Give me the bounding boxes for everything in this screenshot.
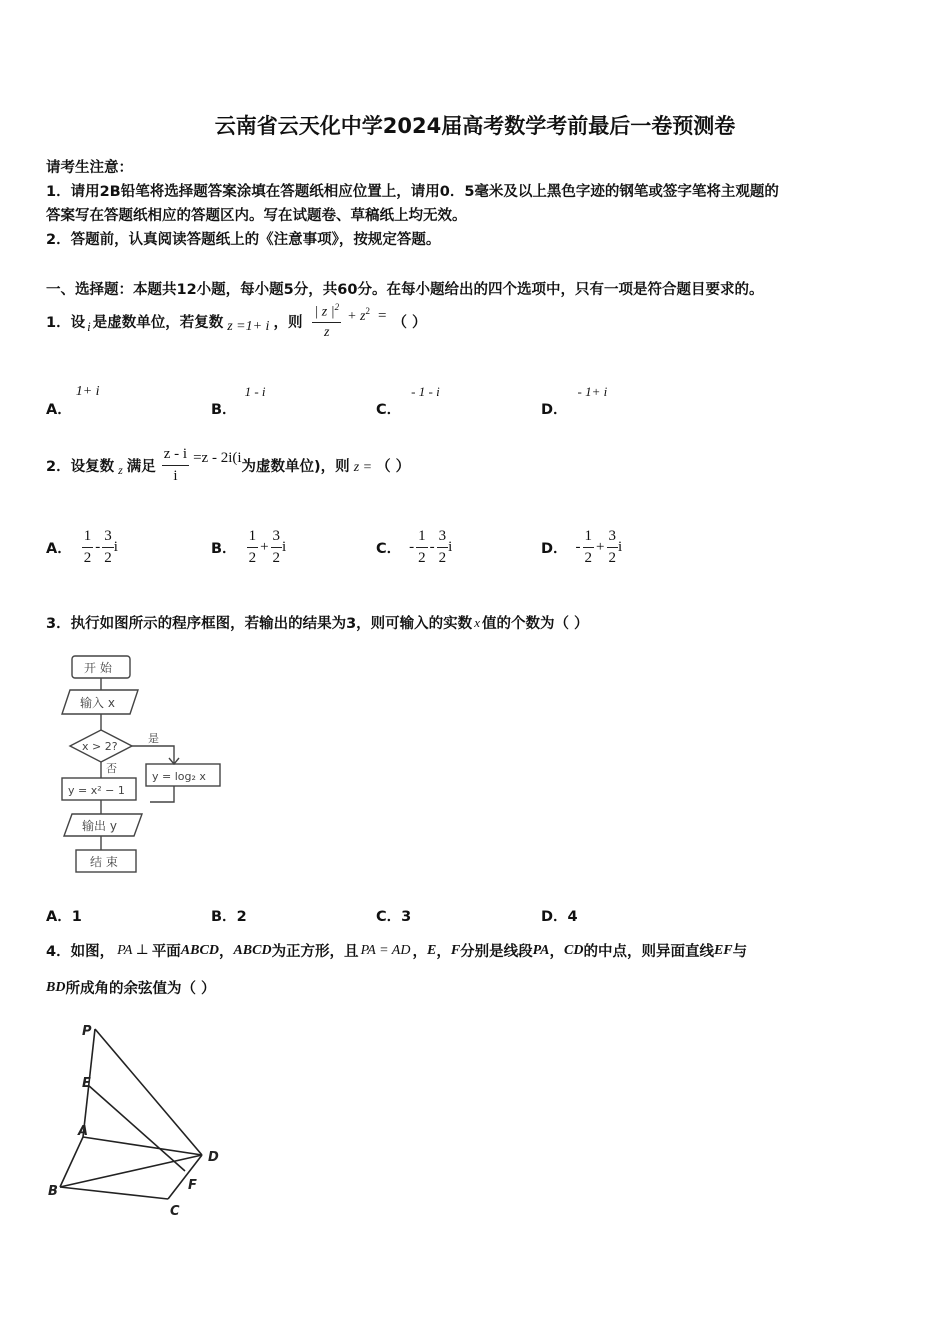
flowchart xyxy=(50,650,230,880)
q2-option-sign: - xyxy=(409,538,415,555)
q2-option-b xyxy=(211,528,286,566)
q4-text-e: ， xyxy=(436,944,451,960)
q2-option-frac-2 xyxy=(271,528,283,566)
q2-rhs: =z - 2i(i xyxy=(193,449,242,466)
q3-option-d-label: D． xyxy=(541,909,568,925)
q2-option-i: i xyxy=(282,538,287,555)
q1-i: i xyxy=(87,318,91,334)
frac-den: 2 xyxy=(438,549,447,566)
q2-option-label: C． xyxy=(376,540,402,557)
q4-pa: PA xyxy=(532,942,550,958)
q3-option-b-value: 2 xyxy=(236,909,247,925)
flow-right-label: y = log₂ x xyxy=(152,770,206,783)
frac-num: 1 xyxy=(82,528,94,548)
q2-option-label: D． xyxy=(541,540,568,557)
frac-den: 2 xyxy=(584,549,593,566)
q2-option-a xyxy=(46,528,118,566)
edge-ab xyxy=(60,1137,83,1187)
q2-option-frac-1 xyxy=(82,528,94,566)
notice-line-1: 1．请用2B铅笔将选择题答案涂填在答题纸相应位置上，请用0．5毫米及以上黑色字迹的钢笔或签字笔将主观题的 xyxy=(46,184,779,200)
label-a: A xyxy=(78,1124,89,1139)
q2-fraction xyxy=(162,446,189,484)
q4-text-b: 平面 xyxy=(151,944,181,960)
q2-option-op: - xyxy=(429,538,435,555)
q3-option-c-label: C． xyxy=(376,909,402,925)
q4-text-a: 4．如图， xyxy=(46,944,115,960)
frac-num: 1 xyxy=(416,528,428,548)
q1-plus-z: + z xyxy=(347,308,366,324)
q4-text-line2: 所成角的余弦值为（ ） xyxy=(65,981,216,997)
q2-frac-den: i xyxy=(173,467,178,484)
flow-cond-label: x > 2? xyxy=(82,740,118,753)
q4-comma-1: ， xyxy=(218,944,234,960)
frac-num: 1 xyxy=(583,528,595,548)
q4-text-h: 与 xyxy=(732,944,748,960)
q1-option-d-label: D． xyxy=(541,402,568,418)
label-p: P xyxy=(82,1024,92,1039)
q3-option-b-label: B． xyxy=(211,909,237,925)
q4-abcd-1: ABCD xyxy=(180,942,219,958)
label-c: C xyxy=(170,1204,180,1219)
q4-text-f: 分别是线段 xyxy=(460,944,533,960)
q1-text-1: 1．设 xyxy=(46,315,86,332)
q4-f: F xyxy=(450,942,461,958)
q2-option-label: A． xyxy=(46,540,72,557)
q2-option-op: + xyxy=(260,538,269,555)
q1-frac-num: | z | xyxy=(314,304,335,320)
q3-option-a-value: 1 xyxy=(71,909,82,925)
label-b: B xyxy=(48,1184,58,1199)
flow-start-label: 开 始 xyxy=(84,661,112,675)
geometry-figure xyxy=(40,1015,240,1235)
q1-paren: （ ） xyxy=(392,315,427,332)
page-title: 云南省云天化中学2024届高考数学考前最后一卷预测卷 xyxy=(214,114,736,138)
frac-den: 2 xyxy=(608,549,617,566)
notice-line-2: 答案写在答题纸相应的答题区内。写在试题卷、草稿纸上均无效。 xyxy=(46,208,467,224)
notice-heading: 请考生注意： xyxy=(46,160,133,176)
q2-option-frac-1 xyxy=(416,528,428,566)
flow-output-label: 输出 y xyxy=(82,819,117,833)
q1-text-3: ，则 xyxy=(273,315,303,332)
edge-ad xyxy=(83,1137,202,1155)
q4-bd: BD xyxy=(46,979,66,995)
frac-num: 3 xyxy=(437,528,449,548)
q3-text-1: 3．执行如图所示的程序框图，若输出的结果为3，则可输入的实数 xyxy=(46,616,473,632)
q3-option-c-value: 3 xyxy=(401,909,412,925)
q4-e: E xyxy=(426,942,437,958)
q2-option-sign: - xyxy=(575,538,581,555)
q2-option-op: + xyxy=(596,538,605,555)
q1-equation: z =1+ i xyxy=(227,318,270,334)
q2-option-c xyxy=(376,528,452,566)
q2-text-2: 满足 xyxy=(126,458,156,475)
q1-sup: 2 xyxy=(365,305,371,316)
q1-option-c-label: C． xyxy=(376,402,402,418)
q3-option-c xyxy=(376,905,411,926)
flow-end-label: 结 束 xyxy=(90,855,118,869)
label-f: F xyxy=(188,1178,197,1193)
frac-den: 2 xyxy=(104,549,112,566)
q1-option-d-value: - 1+ i xyxy=(577,384,608,399)
q4-pa-ad: PA = AD xyxy=(360,942,411,958)
frac-num: 3 xyxy=(271,528,283,548)
q2-option-label: B． xyxy=(211,540,237,557)
flow-yes-label: 是 xyxy=(148,732,159,745)
flow-no-label: 否 xyxy=(106,762,117,775)
q4-text-g: 的中点，则异面直线 xyxy=(583,944,714,960)
q1-eqsign: = xyxy=(378,308,387,325)
q1-fraction xyxy=(312,303,341,340)
edge-ef xyxy=(88,1085,185,1171)
q1-frac-den: z xyxy=(324,325,330,341)
flow-left-label: y = x² − 1 xyxy=(68,784,125,797)
q1-option-a-value: 1+ i xyxy=(75,384,100,399)
edge-pd xyxy=(95,1029,202,1155)
q2-option-frac-1 xyxy=(583,528,595,566)
q3-text-2: 值的个数为（ ） xyxy=(481,616,589,632)
question-1 xyxy=(46,303,427,340)
q3-option-d xyxy=(541,905,578,926)
q4-comma-2: ， xyxy=(549,944,565,960)
edge-bc xyxy=(60,1187,168,1199)
question-4-line-2 xyxy=(46,977,216,998)
q4-ef: EF xyxy=(713,942,733,958)
q4-abcd-2: ABCD xyxy=(233,942,272,958)
q4-pa-perp: PA ⊥ xyxy=(117,943,149,958)
q2-option-frac-1 xyxy=(247,528,259,566)
frac-num: 3 xyxy=(607,528,619,548)
notice-line-3: 2．答题前，认真阅读答题纸上的《注意事项》，按规定答题。 xyxy=(46,232,441,248)
frac-den: 2 xyxy=(418,549,426,566)
q4-text-c: 为正方形，且 xyxy=(271,944,359,960)
label-e: E xyxy=(82,1076,91,1091)
frac-den: 2 xyxy=(83,549,92,566)
q2-option-frac-2 xyxy=(437,528,449,566)
question-2 xyxy=(46,446,410,484)
q2-option-frac-2 xyxy=(102,528,114,566)
q1-text-2: 是虚数单位，若复数 xyxy=(92,315,224,332)
q3-option-a xyxy=(46,905,82,926)
frac-num: 3 xyxy=(102,528,114,548)
question-4-line-1 xyxy=(46,940,747,961)
q2-text-1: 2．设复数 xyxy=(46,458,115,475)
q2-paren: （ ） xyxy=(376,458,411,475)
q2-z: z xyxy=(118,462,123,477)
q2-option-op: - xyxy=(95,538,101,555)
q1-option-b xyxy=(211,384,266,419)
q3-x: x xyxy=(474,614,480,630)
question-3 xyxy=(46,612,589,633)
q2-option-frac-2 xyxy=(607,528,619,566)
q2-option-i: i xyxy=(618,538,623,555)
q1-option-b-value: 1 - i xyxy=(244,384,266,399)
q2-option-d xyxy=(541,528,622,566)
q1-option-d xyxy=(541,384,607,419)
q2-option-i: i xyxy=(113,538,118,555)
q1-frac-sup: 2 xyxy=(334,302,340,312)
q1-option-c xyxy=(376,384,440,419)
q1-option-a-label: A． xyxy=(46,402,72,418)
frac-den: 2 xyxy=(248,549,257,566)
q2-text-3: 为虚数单位)，则 xyxy=(241,458,350,475)
q2-option-i: i xyxy=(448,538,453,555)
q3-option-b xyxy=(211,905,247,926)
frac-den: 2 xyxy=(272,549,281,566)
label-d: D xyxy=(208,1150,219,1165)
q4-cd: CD xyxy=(564,942,584,958)
q4-text-d: ， xyxy=(412,944,427,960)
q2-frac-num: z - i xyxy=(162,446,189,466)
frac-num: 1 xyxy=(247,528,259,548)
section-heading: 一、选择题：本题共12小题，每小题5分，共60分。在每小题给出的四个选项中，只有一项是符合题目要求的。 xyxy=(46,282,764,298)
q1-option-c-value: - 1 - i xyxy=(411,384,440,399)
flow-input-label: 输入 x xyxy=(80,696,115,710)
q3-option-a-label: A． xyxy=(46,909,72,925)
q2-ask: z = xyxy=(353,460,373,475)
q3-option-d-value: 4 xyxy=(567,909,578,925)
q1-option-b-label: B． xyxy=(211,402,237,418)
q1-option-a xyxy=(46,384,100,419)
